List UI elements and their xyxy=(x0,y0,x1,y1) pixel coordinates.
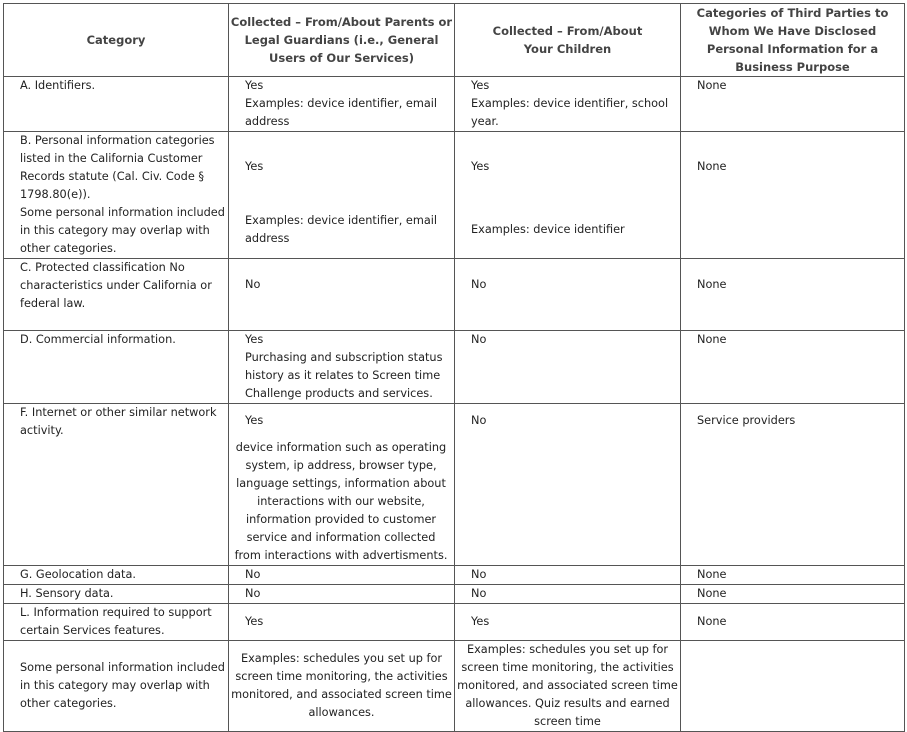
table-row xyxy=(4,641,905,732)
row-l-third-parties: None xyxy=(697,615,727,628)
row-l-children-value: Yes xyxy=(471,615,490,628)
row-g-parents-value: No xyxy=(245,568,261,581)
row-l-category: L. Information required to support certain Services features. xyxy=(20,606,212,637)
table-row xyxy=(4,404,905,566)
row-f-parents-detail: device information such as operating system, ip address, browser type, language settings, information about interactions with our website, information provided to customer service and information collected from interactions with advertisments. xyxy=(234,441,448,562)
last-children-detail: Examples: schedules you set up for screen time monitoring, the activities monitored, and associated screen time allowances. Quiz results and earned screen time xyxy=(457,643,678,728)
table-row xyxy=(4,132,905,259)
table-row xyxy=(4,566,905,585)
table-row xyxy=(4,604,905,641)
row-b-parents-detail: Examples: device identifier, email address xyxy=(245,214,438,245)
row-l-parents-value: Yes xyxy=(245,615,264,628)
table-row xyxy=(4,77,905,132)
header-row xyxy=(4,4,905,77)
row-h-parents-value: No xyxy=(245,587,261,600)
row-d-third-parties: None xyxy=(697,333,727,346)
header-children: Collected – From/About Your Children xyxy=(455,4,681,77)
row-c-parents-value: No xyxy=(245,278,261,291)
row-g-children-value: No xyxy=(471,568,487,581)
row-f-parents-value: Yes xyxy=(245,414,264,427)
row-a-children-detail: Examples: device identifier, school year. xyxy=(471,97,669,128)
row-b-parents-value: Yes xyxy=(245,160,264,173)
last-category: Some personal information included in this category may overlap with other categories. xyxy=(20,661,225,710)
row-c-third-parties: None xyxy=(697,278,727,291)
header-third-parties: Categories of Third Parties to Whom We Have Disclosed Personal Information for a Business Purpose xyxy=(681,4,905,77)
row-f-category: F. Internet or other similar network activity. xyxy=(20,406,217,437)
last-parents-detail: Examples: schedules you set up for screen time monitoring, the activities monitored, and associated screen time allowances. xyxy=(231,652,452,719)
row-a-category: A. Identifiers. xyxy=(20,79,96,92)
row-d-children-value: No xyxy=(471,333,487,346)
row-a-third-parties: None xyxy=(697,79,727,92)
row-c-category: C. Protected classification No characteristics under California or federal law. xyxy=(20,261,212,310)
row-b-children-value: Yes xyxy=(471,160,490,173)
row-h-category: H. Sensory data. xyxy=(20,587,114,600)
row-f-children-value: No xyxy=(471,414,487,427)
row-b-third-parties: None xyxy=(697,160,727,173)
header-parents: Collected – From/About Parents or Legal Guardians (i.e., General Users of Our Services) xyxy=(229,4,455,77)
row-b-children-detail: Examples: device identifier xyxy=(471,223,625,236)
row-a-children-value: Yes xyxy=(471,79,490,92)
row-d-parents-detail: Purchasing and subscription status history as it relates to Screen time Challenge products and services. xyxy=(245,351,443,400)
table-row xyxy=(4,585,905,604)
row-a-parents-detail: Examples: device identifier, email address xyxy=(245,97,438,128)
row-c-children-value: No xyxy=(471,278,487,291)
table-row xyxy=(4,331,905,404)
row-d-category: D. Commercial information. xyxy=(20,333,176,346)
row-h-third-parties: None xyxy=(697,587,727,600)
data-categories-table xyxy=(3,3,905,732)
header-category: Category xyxy=(4,4,229,77)
row-h-children-value: No xyxy=(471,587,487,600)
row-g-third-parties: None xyxy=(697,568,727,581)
row-b-category: B. Personal information categories listed in the California Customer Records statute (Cal. Civ. Code § 1798.80(e)). xyxy=(20,134,215,201)
row-f-third-parties: Service providers xyxy=(697,414,796,427)
row-b-category-note: Some personal information included in this category may overlap with other categories. xyxy=(20,206,225,255)
row-g-category: G. Geolocation data. xyxy=(20,568,137,581)
row-d-parents-value: Yes xyxy=(245,333,264,346)
table-row xyxy=(4,259,905,331)
row-a-parents-value: Yes xyxy=(245,79,264,92)
